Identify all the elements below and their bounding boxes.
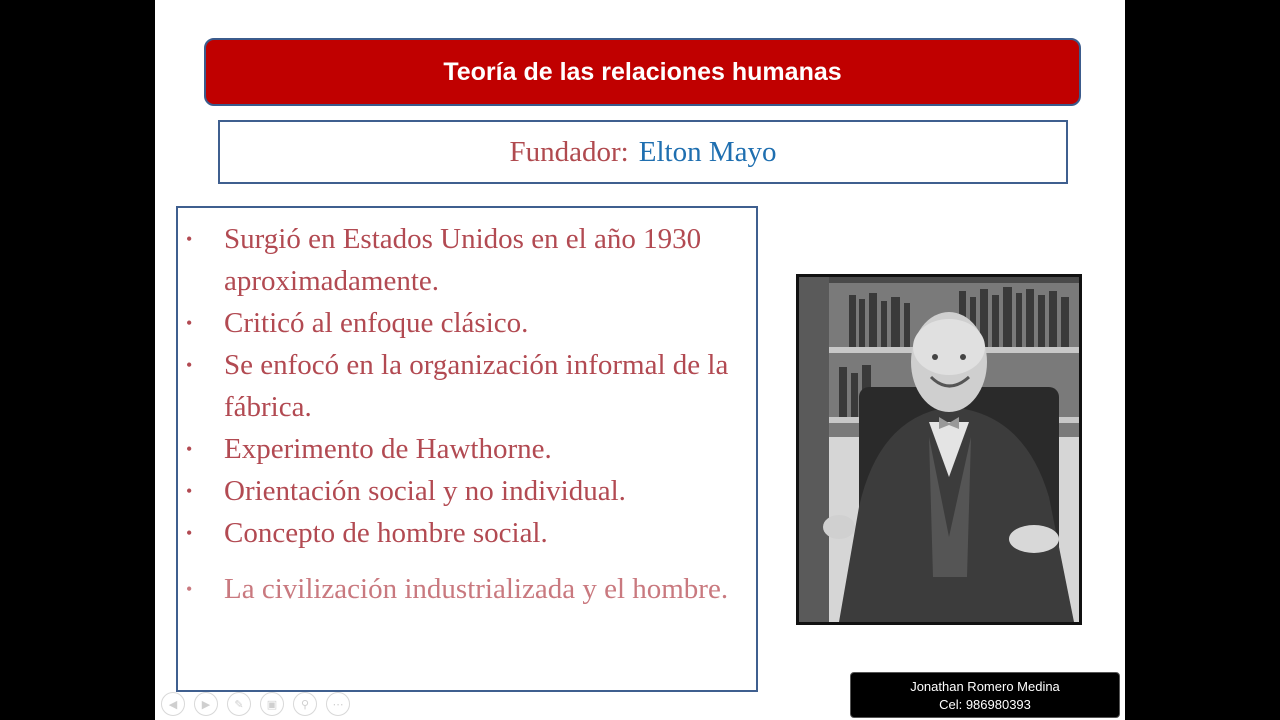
list-item: • Concepto de hombre social. <box>204 512 736 554</box>
list-item: • Surgió en Estados Unidos en el año 1930 aproximadamente. <box>204 218 736 302</box>
pen-icon[interactable]: ✎ <box>227 692 251 716</box>
previous-slide-icon[interactable]: ◀ <box>161 692 185 716</box>
list-item: • Experimento de Hawthorne. <box>204 428 736 470</box>
title-banner <box>204 38 1081 106</box>
more-icon[interactable]: ⋯ <box>326 692 350 716</box>
bullet-icon: • <box>186 313 193 333</box>
founder-box <box>218 120 1068 184</box>
portrait-image <box>799 277 1079 622</box>
bullet-list-box <box>176 206 758 692</box>
bullet-icon: • <box>186 439 193 459</box>
slideshow-controls <box>161 692 350 716</box>
bullet-icon: • <box>186 523 193 543</box>
founder-label: Fundador: <box>509 135 629 168</box>
next-slide-icon[interactable]: ▶ <box>194 692 218 716</box>
bullet-icon: • <box>186 481 193 501</box>
bullet-icon: • <box>186 579 193 599</box>
author-phone: Cel: 986980393 <box>939 697 1031 712</box>
list-item: • Orientación social y no individual. <box>204 470 736 512</box>
slides-icon[interactable]: ▣ <box>260 692 284 716</box>
bullet-icon: • <box>186 355 193 375</box>
author-name: Jonathan Romero Medina <box>910 679 1060 694</box>
author-credit <box>850 672 1120 718</box>
list-item: • Se enfocó en la organización informal de la fábrica. <box>204 344 736 428</box>
bullet-icon: • <box>186 229 193 249</box>
list-item: • Criticó al enfoque clásico. <box>204 302 736 344</box>
portrait-photo <box>796 274 1082 625</box>
slide-title: Teoría de las relaciones humanas <box>443 57 842 86</box>
zoom-icon[interactable]: ⚲ <box>293 692 317 716</box>
list-item: • La civilización industrializada y el hombre. <box>204 568 736 610</box>
bullet-list <box>178 208 756 610</box>
presentation-slide <box>155 0 1125 720</box>
founder-name: Elton Mayo <box>638 135 777 168</box>
